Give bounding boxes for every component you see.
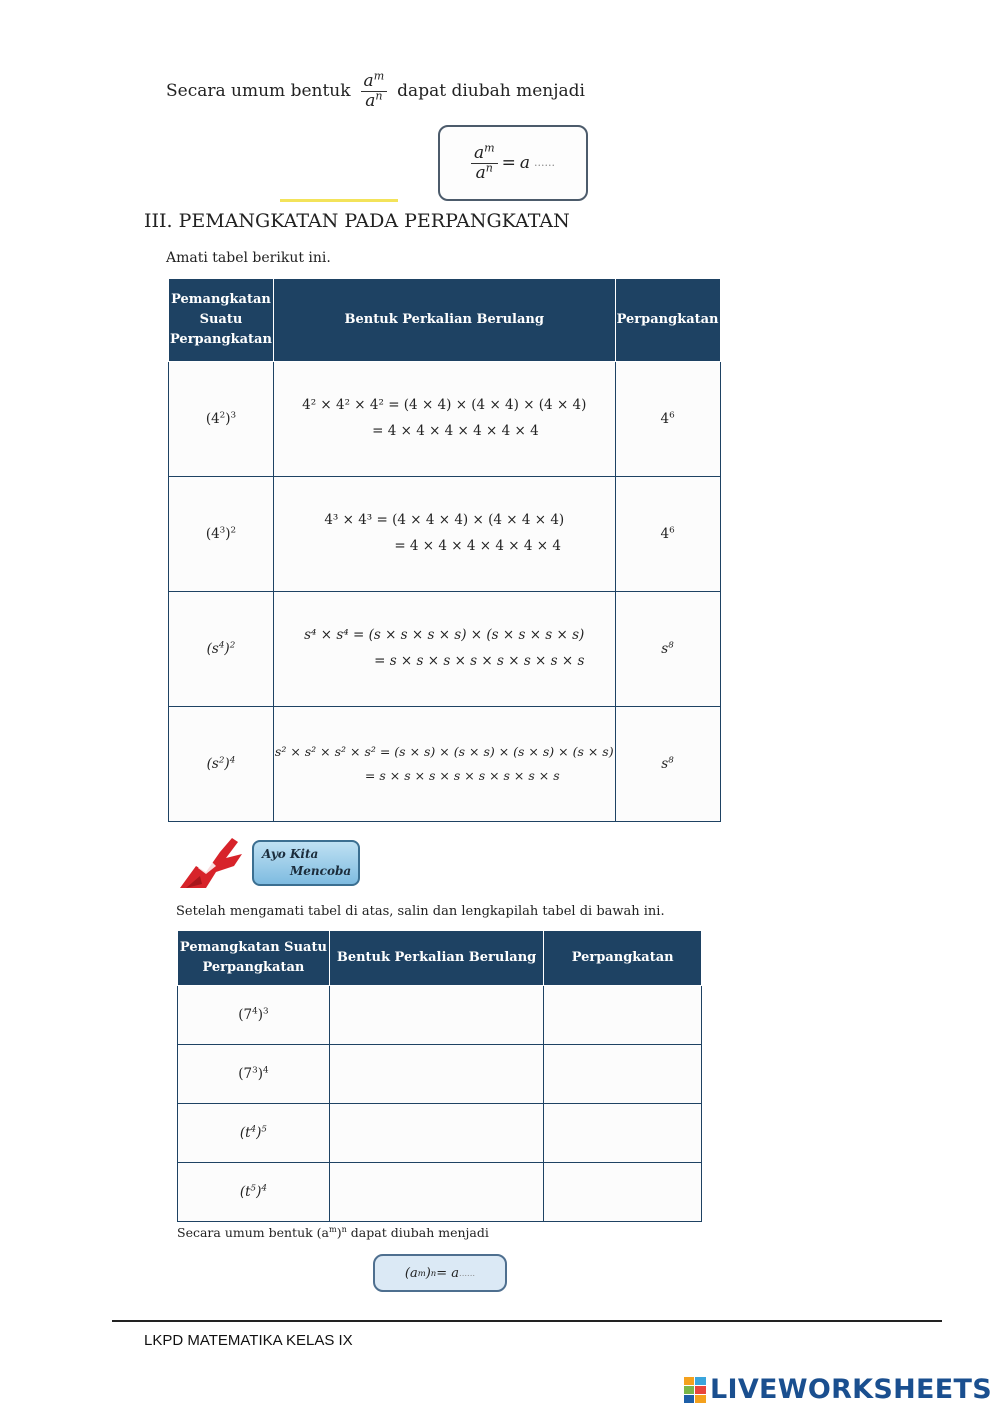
header-pemangkatan: Pemangkatan Suatu Perpangkatan (178, 931, 330, 986)
intro-fraction: $\frac{a^m}{a^n}$ (361, 72, 388, 110)
liveworksheets-brand (684, 1374, 992, 1405)
table-row (169, 707, 721, 822)
brand-text: LIVEWORKSHEETS (709, 1374, 992, 1405)
table-row (169, 477, 721, 592)
table-header-row (178, 931, 702, 986)
header-bentuk-perkalian: Bentuk Perkalian Berulang (273, 279, 615, 362)
power-result: $s^8$ (615, 592, 720, 707)
answer-cell-multiplication[interactable] (329, 1163, 543, 1222)
power-expression: $(s^4)^2$ (169, 592, 274, 707)
table-row (169, 362, 721, 477)
repeated-multiplication: s² × s² × s² × s² = (s × s) × (s × s) × (s × s) × (s × s) = s × s × s × s × s × s × s × s (273, 707, 615, 822)
ayo-mencoba-badge: Ayo Kita Mencoba (252, 840, 360, 886)
power-result: $4^6$ (615, 362, 720, 477)
power-expression: $(t^4)^5$ (178, 1104, 330, 1163)
answer-cell-multiplication[interactable] (329, 986, 543, 1045)
table-row (169, 592, 721, 707)
highlight-underline (280, 199, 398, 202)
answer-cell-multiplication[interactable] (329, 1045, 543, 1104)
table-row (178, 1163, 702, 1222)
general-rule-division-text (166, 69, 585, 111)
formula-fraction: $\frac{a^m}{a^n}$ (471, 144, 498, 182)
table-row (178, 1104, 702, 1163)
header-pemangkatan: Pemangkatan Suatu Perpangkatan (169, 279, 274, 362)
table-row (178, 1045, 702, 1104)
division-formula-box: $\frac{a^m}{a^n}$ = a ...... (438, 125, 588, 201)
table2-instruction: Setelah mengamati tabel di atas, salin dan lengkapilah tabel di bawah ini. (176, 904, 665, 919)
power-expression: $(7^4)^3$ (178, 986, 330, 1045)
table-header-row (169, 279, 721, 362)
answer-cell-power[interactable] (544, 1104, 702, 1163)
repeated-multiplication: s⁴ × s⁴ = (s × s × s × s) × (s × s × s × s) = s × s × s × s × s × s × s × s (273, 592, 615, 707)
intro-suffix: dapat diubah menjadi (397, 81, 585, 102)
header-perpangkatan: Perpangkatan (615, 279, 720, 362)
power-expression: $(t^5)^4$ (178, 1163, 330, 1222)
answer-cell-power[interactable] (544, 986, 702, 1045)
header-perpangkatan: Perpangkatan (544, 931, 702, 986)
section-title: III. PEMANGKATAN PADA PERPANGKATAN (144, 210, 570, 232)
repeated-multiplication: 4² × 4² × 4² = (4 × 4) × (4 × 4) × (4 × 4) = 4 × 4 × 4 × 4 × 4 × 4 (273, 362, 615, 477)
power-expression: $(4^2)^3$ (169, 362, 274, 477)
intro-prefix: Secara umum bentuk (166, 81, 351, 102)
exercise-table (177, 930, 702, 1222)
table1-instruction: Amati tabel berikut ini. (166, 250, 331, 266)
power-result: $4^6$ (615, 477, 720, 592)
footer-text: LKPD MATEMATIKA KELAS IX (144, 1332, 353, 1349)
power-expression: $(4^3)^2$ (169, 477, 274, 592)
power-formula-box: (a m ) n = a ...... (373, 1254, 507, 1292)
power-result: $s^8$ (615, 707, 720, 822)
general-rule-power-text: Secara umum bentuk $(a^m)^n$ dapat diubah menjadi (177, 1223, 489, 1240)
power-expression: $(7^3)^4$ (178, 1045, 330, 1104)
header-bentuk-perkalian: Bentuk Perkalian Berulang (329, 931, 543, 986)
table-row (178, 986, 702, 1045)
answer-cell-power[interactable] (544, 1045, 702, 1104)
ayo-mencoba-icon (176, 832, 246, 892)
answer-cell-multiplication[interactable] (329, 1104, 543, 1163)
liveworksheets-logo-icon (684, 1377, 706, 1403)
footer-divider (112, 1320, 942, 1322)
power-expression: $(s^2)^4$ (169, 707, 274, 822)
answer-cell-power[interactable] (544, 1163, 702, 1222)
repeated-multiplication: 4³ × 4³ = (4 × 4 × 4) × (4 × 4 × 4) = 4 × 4 × 4 × 4 × 4 × 4 (273, 477, 615, 592)
example-table (168, 278, 721, 822)
